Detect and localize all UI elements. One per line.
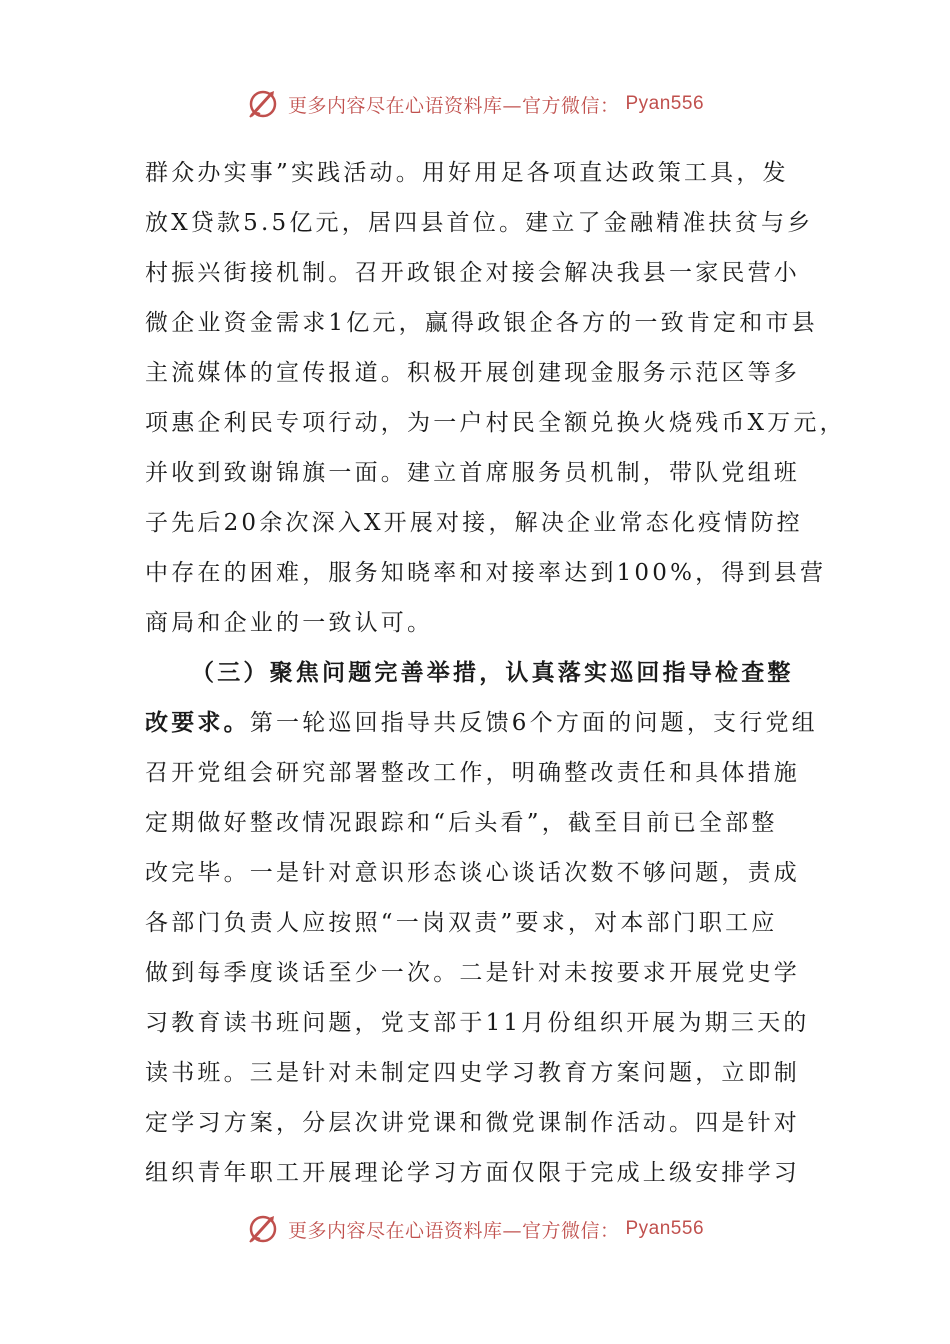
body-line: 商局和企业的一致认可。 — [145, 610, 434, 636]
body-line: 群众办实事”实践活动。用好用足各项直达政策工具，发 — [145, 160, 789, 186]
section-heading-continuation — [145, 698, 818, 748]
body-line: 改完毕。一是针对意识形态谈心谈话次数不够问题，责成 — [145, 860, 800, 886]
body-line: 习教育读书班问题，党支部于11月份组织开展为期三天的 — [145, 1010, 810, 1036]
body-line: 组织青年职工开展理论学习方面仅限于完成上级安排学习 — [145, 1160, 800, 1186]
body-line: 微企业资金需求1亿元，赢得政银企各方的一致肯定和市县 — [145, 310, 818, 336]
body-line: 定期做好整改情况跟踪和“后头看”，截至目前已全部整 — [145, 810, 778, 836]
body-line: 中存在的困难，服务知晓率和对接率达到100%，得到县营 — [145, 560, 827, 586]
body-line: 各部门负责人应按照“一岗双责”要求，对本部门职工应 — [145, 910, 778, 936]
body-line: 定学习方案，分层次讲党课和微党课制作活动。四是针对 — [145, 1110, 800, 1136]
watermark-wechat-id: Pyan556 — [625, 1218, 705, 1239]
body-line: 做到每季度谈话至少一次。二是针对未按要求开展党史学 — [145, 960, 800, 986]
header-watermark — [0, 84, 950, 124]
body-line: 项惠企利民专项行动，为一户村民全额兑换火烧残币X万元， — [145, 410, 846, 436]
watermark-wechat-id: Pyan556 — [625, 93, 705, 114]
body-line: 召开党组会研究部署整改工作，明确整改责任和具体措施 — [145, 760, 800, 786]
body-line: 并收到致谢锦旗一面。建立首席服务员机制，带队党组班 — [145, 460, 800, 486]
section-heading-end: 改要求。 — [145, 709, 250, 736]
body-line: 村振兴街接机制。召开政银企对接会解决我县一家民营小 — [145, 260, 800, 286]
pen-circle-logo-icon — [246, 1212, 280, 1246]
document-body — [145, 148, 846, 1198]
section-text: 第一轮巡回指导共反馈6个方面的问题，支行党组 — [249, 710, 818, 736]
pen-circle-logo-icon — [246, 87, 280, 121]
watermark-text: 更多内容尽在心语资料库—官方微信： — [287, 1219, 620, 1242]
section-heading: （三）聚焦问题完善举措，认真落实巡回指导检查整 — [191, 659, 794, 686]
body-line: 主流媒体的宣传报道。积极开展创建现金服务示范区等多 — [145, 360, 800, 386]
watermark-text: 更多内容尽在心语资料库—官方微信： — [287, 94, 620, 117]
footer-watermark — [0, 1209, 950, 1249]
body-line: 放X贷款5.5亿元，居四县首位。建立了金融精准扶贫与乡 — [145, 210, 814, 236]
body-line: 子先后20余次深入X开展对接，解决企业常态化疫情防控 — [145, 510, 803, 536]
body-line: 读书班。三是针对未制定四史学习教育方案问题，立即制 — [145, 1060, 800, 1086]
